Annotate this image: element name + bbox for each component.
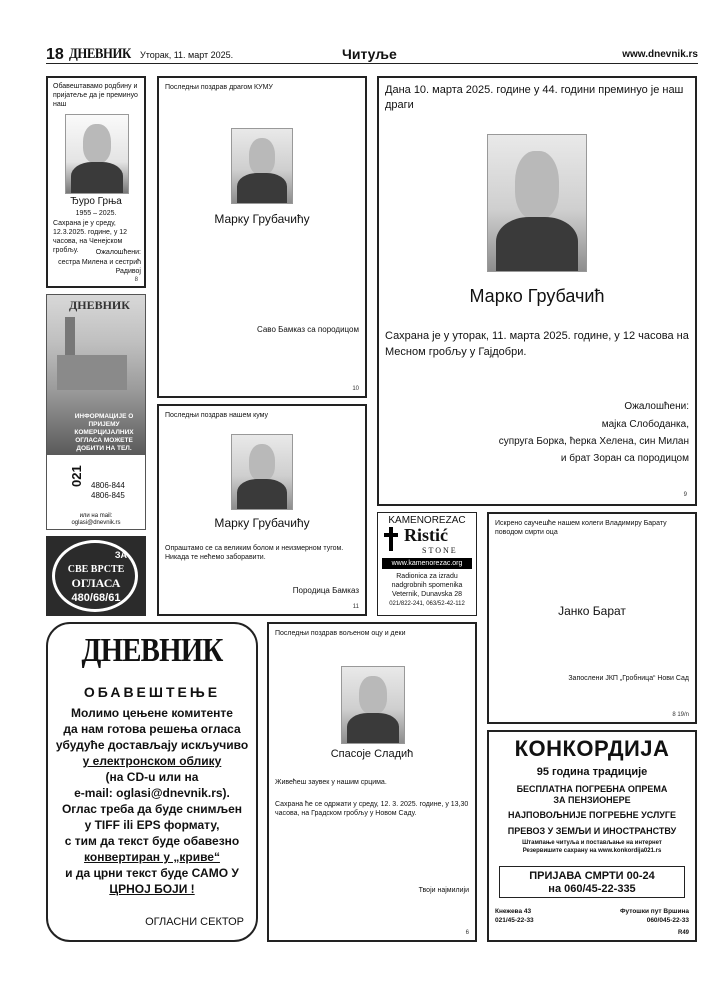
ad-code: R49 [677, 930, 689, 936]
mourner-2: супруга Борка, ћерка Хелена, син Милан [498, 436, 689, 447]
header-date: Уторак, 11. март 2025. [140, 50, 234, 60]
phone-2: 060/045-22-33 [646, 917, 689, 924]
ad-phones: 021/822-241, 063/52-42-112 [389, 601, 465, 607]
ad-line-3: НАЈПОВОЉНИЈЕ ПОГРЕБНЕ УСЛУГЕ [507, 810, 676, 820]
notice-body: Сахрана ће се одржати у среду, 12. 3. 2025. године, у 13,30 часова, на Градском гробљу у Новом Саду. [275, 801, 469, 817]
ad-title: KAMENOREZAC [388, 515, 466, 526]
ad-brand-sub: STONE [422, 546, 458, 555]
page-header [46, 44, 698, 64]
obituary-main [377, 76, 697, 506]
mourners-label: Ожалошћени: [624, 401, 689, 412]
ad-website: www.kamenorezac.org [382, 558, 472, 569]
announcement-line-10: конвертиран у „криве“ [84, 850, 220, 864]
ad-line-3: Veternik, Dunavska 28 [391, 591, 463, 598]
email-label: или на mail: [79, 513, 113, 519]
notice-number: 8 [134, 277, 138, 283]
notice-intro: Последњи поздрав драгом КУМУ [165, 84, 273, 91]
deceased-name: Марку Грубачићу [214, 212, 310, 226]
portrait-photo [341, 666, 405, 744]
deceased-name: Јанко Барат [558, 604, 626, 618]
deceased-name: Спасоје Сладић [330, 748, 414, 760]
banner-phone: 480/68/61 [71, 592, 121, 604]
announcement-line-5: (на CD-u или на [105, 770, 199, 784]
notice-intro: Дана 10. марта 2025. године у 44. години преминуо је наш драги [385, 84, 684, 111]
announcement-line-11: и да црни текст буде САМО У [65, 866, 239, 880]
phone-2: 4806-845 [91, 491, 125, 500]
notice-body: Опраштамо се са великим болом и неизмерном тугом. Никада те нећемо заборавити. [165, 545, 344, 561]
notice-body: Сахрана је у уторак, 11. марта 2025. године, у 12 часова на Месном гробљу у Гајдобри. [385, 330, 689, 358]
ad-text: ИНФОРМАЦИЈЕ О ПРИЈЕМУ КОМЕРЦИЈАЛНИХ ОГЛАСА МОЖЕТЕ ДОБИТИ НА ТЕЛ. [74, 413, 134, 452]
mourners: сестра Милена и сестрић Радивој [58, 259, 141, 275]
ad-logo: ДНЕВНИК [69, 298, 130, 312]
announcement-line-6: e-mail: oglasi@dnevnik.rs). [74, 786, 230, 800]
announcement-footer: ОГЛАСНИ СЕКТОР [145, 916, 244, 928]
deceased-name: Марко Грубачић [469, 286, 605, 306]
mourners-label: Ожалошћени: [95, 249, 141, 256]
konkordija-ad [487, 730, 697, 942]
notice-number: 11 [352, 604, 359, 610]
ad-line-1: БЕСПЛАТНА ПОГРЕБНА ОПРЕМА [516, 784, 668, 794]
notice-intro: Обавештавамо родбину и пријатеље да је преминуо наш [53, 83, 138, 108]
notice-signature: Запослени ЈКП „Гробница“ Нови Сад [568, 675, 689, 682]
announcement-line-9: с тим да текст буде обавезно [64, 834, 240, 848]
obituary-kum-2 [157, 404, 367, 616]
announcement-line-1: Молимо цењене комитенте [71, 706, 233, 720]
dnevnik-info-ad [46, 294, 146, 530]
announcement-line-8: у TIFF ili EPS формату, [84, 818, 220, 832]
portrait-photo [487, 134, 587, 272]
ad-line-4: ПРЕВОЗ У ЗЕМЉИ И ИНОСТРАНСТВУ [507, 826, 677, 836]
phone-1: 021/45-22-33 [495, 917, 534, 924]
portrait-photo [231, 434, 293, 510]
report-line-1: ПРИЈАВА СМРТИ 00-24 [529, 870, 655, 882]
notice-intro: Последњи поздрав нашем куму [165, 412, 269, 419]
notice-signature: Твоји најмилији [418, 887, 469, 894]
kamenorezac-ad [377, 512, 477, 616]
report-line-2: на 060/45-22-335 [548, 883, 636, 895]
banner-line-1: ЗА [114, 550, 128, 560]
notice-signature: Породица Бамказ [292, 586, 359, 595]
notice-number: 9 [683, 492, 687, 498]
notice-number: 8 19/n [672, 712, 689, 718]
notice-intro: Последњи поздрав вољеном оцу и деки [275, 630, 406, 637]
header-website: www.dnevnik.rs [622, 49, 698, 60]
page-number: 18 [46, 46, 64, 63]
header-logo: ДНЕВНИК [69, 46, 131, 62]
address-1: Кнежева 43 [495, 908, 532, 915]
ad-line-1: Radionica za izradu [396, 573, 458, 580]
notice-signature: Саво Бамказ са породицом [256, 325, 359, 334]
banner-line-3: ОГЛАСА [71, 576, 121, 590]
obituary-grnja [46, 76, 146, 288]
mourner-1: мајка Слободанка, [601, 419, 689, 430]
announcement-line-4: у електронском облику [82, 754, 222, 768]
obituary-barat [487, 512, 697, 724]
dnevnik-announcement [46, 622, 258, 942]
city-tower [65, 317, 75, 357]
announcement-line-7: Оглас треба да буде снимљен [61, 802, 243, 816]
phone-1: 4806-844 [91, 481, 125, 490]
city-building [57, 355, 127, 390]
portrait-photo [65, 114, 129, 194]
banner-line-2: СВЕ ВРСТЕ [67, 564, 125, 575]
notice-quote: Живећеш заувек у нашим срцима. [275, 779, 387, 786]
announcement-title: ОБАВЕШТЕЊЕ [83, 684, 221, 700]
notice-number: 10 [352, 386, 359, 392]
deceased-name: Марку Грубачићу [214, 516, 310, 530]
email: oglasi@dnevnik.rs [71, 520, 121, 526]
all-ads-banner [46, 536, 146, 616]
death-report-box [499, 866, 685, 898]
area-code: 021 [69, 465, 84, 487]
header-section: Читуље [342, 46, 397, 62]
mourner-3: и брат Зоран са породицом [560, 453, 689, 464]
ad-line-2: nadgrobnih spomenika [391, 582, 463, 589]
announcement-line-2: да нам готова решења огласа [63, 722, 241, 736]
ad-tradition: 95 година традиције [536, 766, 648, 778]
notice-intro: Искрено саучешће нашем колеги Владимиру Барату поводом смрти оца [495, 520, 667, 536]
ad-line-6: Резервишите сахрану на www.konkordija021.rs [522, 848, 662, 854]
cross-icon [384, 527, 398, 551]
ad-brand: Ristić [404, 525, 448, 545]
portrait-photo [231, 128, 293, 204]
announcement-line-12: ЦРНОЈ БОЈИ ! [109, 882, 195, 896]
notice-number: 6 [465, 930, 469, 936]
notice-body: Сахрана је у среду, 12.3.2025. године, у 12 часова, на Ченејском гробљу. [53, 220, 128, 254]
deceased-years: 1955 – 2025. [75, 210, 117, 217]
announcement-logo: ДНЕВНИК [81, 632, 223, 669]
ad-line-2: ЗА ПЕНЗИОНЕРЕ [553, 795, 631, 805]
obituary-sladic [267, 622, 477, 942]
deceased-name: Ђуро Грња [70, 196, 122, 207]
announcement-line-3: убудуће достављају искључиво [55, 738, 249, 752]
address-2: Футошки пут Вршина [619, 908, 689, 915]
obituary-kum-1 [157, 76, 367, 398]
ad-title: КОНКОРДИЈА [514, 736, 670, 761]
ad-line-5: Штампање читуља и постављање на интернет [522, 840, 662, 846]
